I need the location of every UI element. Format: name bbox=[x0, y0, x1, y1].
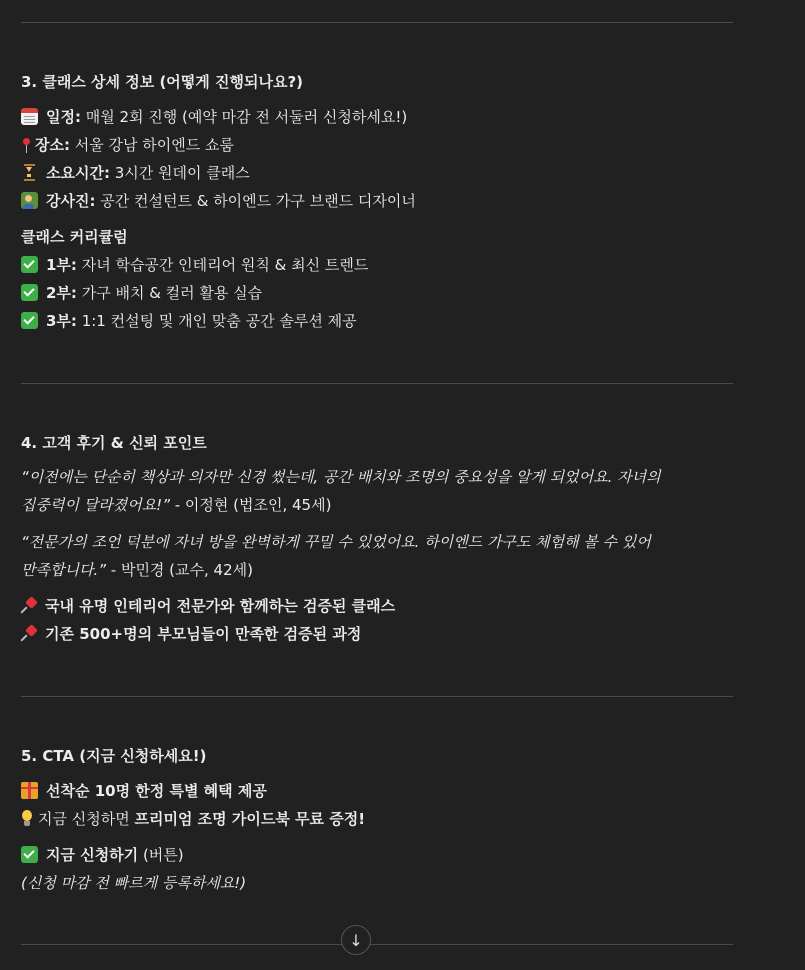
apply-line bbox=[21, 844, 184, 866]
gift-icon bbox=[21, 782, 38, 799]
review-quote-end bbox=[21, 494, 331, 516]
benefit-line bbox=[21, 780, 267, 802]
trust-point bbox=[21, 595, 395, 617]
apply-suffix: (버튼) bbox=[138, 846, 184, 864]
review-author: - 박민경 (교수, 42세) bbox=[106, 561, 253, 579]
trust-point-text: 기존 500+명의 부모님들이 만족한 검증된 과정 bbox=[45, 625, 362, 643]
curriculum-item bbox=[21, 310, 357, 332]
divider bbox=[21, 944, 733, 945]
section-heading: 3. 클래스 상세 정보 (어떻게 진행되나요?) bbox=[21, 73, 304, 91]
curriculum-label: 1부: bbox=[46, 256, 77, 274]
instructor-label: 강사진: bbox=[46, 192, 96, 210]
location-text: 서울 강남 하이엔드 쇼룸 bbox=[69, 136, 234, 154]
divider bbox=[21, 696, 733, 697]
round-pushpin-icon bbox=[21, 136, 31, 153]
pushpin-icon bbox=[21, 625, 37, 642]
instructor-line bbox=[21, 190, 416, 212]
location-line bbox=[21, 134, 234, 156]
curriculum-label: 3부: bbox=[46, 312, 77, 330]
review-quote: “이전에는 단순히 책상과 의자만 신경 썼는데, 공간 배치와 조명의 중요성을 알게 되었어요. 자녀의 bbox=[21, 468, 661, 486]
arrow-down-icon: ↓ bbox=[349, 930, 363, 950]
schedule-text: 매월 2회 진행 (예약 마감 전 서둘러 신청하세요!) bbox=[80, 108, 408, 126]
review-quote-text: 집중력이 달라졌어요!” bbox=[21, 496, 170, 514]
duration-label: 소요시간: bbox=[46, 164, 110, 182]
section-heading: 5. CTA (지금 신청하세요!) bbox=[21, 747, 207, 765]
schedule-line bbox=[21, 106, 407, 128]
trust-point-text: 국내 유명 인테리어 전문가와 함께하는 검증된 클래스 bbox=[45, 597, 396, 615]
benefit-text: 선착순 10명 한정 특별 혜택 제공 bbox=[46, 782, 267, 800]
instructor-text: 공간 컨설턴트 & 하이엔드 가구 브랜드 디자이너 bbox=[95, 192, 416, 210]
hourglass-icon bbox=[21, 164, 38, 181]
review-quote-end bbox=[21, 559, 253, 581]
apply-label: 지금 신청하기 bbox=[46, 846, 139, 864]
guide-prefix: 지금 신청하면 bbox=[38, 810, 135, 828]
scroll-down-button[interactable] bbox=[341, 925, 371, 955]
guide-bold: 프리미엄 조명 가이드북 무료 증정! bbox=[134, 810, 366, 828]
review-quote-text: 만족합니다.” bbox=[21, 561, 106, 579]
light-bulb-icon bbox=[21, 810, 33, 827]
duration-text: 3시간 원데이 클래스 bbox=[109, 164, 250, 182]
deadline-note: (신청 마감 전 빠르게 등록하세요!) bbox=[21, 874, 247, 892]
teacher-icon bbox=[21, 192, 38, 209]
curriculum-text: 가구 배치 & 컬러 활용 실습 bbox=[76, 284, 263, 302]
calendar-icon bbox=[21, 108, 38, 125]
schedule-label: 일정: bbox=[46, 108, 81, 126]
divider bbox=[21, 22, 733, 23]
curriculum-item bbox=[21, 282, 262, 304]
section-heading: 4. 고객 후기 & 신뢰 포인트 bbox=[21, 434, 207, 452]
trust-point bbox=[21, 623, 361, 645]
check-mark-icon bbox=[21, 256, 38, 273]
curriculum-text: 자녀 학습공간 인테리어 원칙 & 최신 트렌드 bbox=[76, 256, 369, 274]
curriculum-title: 클래스 커리큘럼 bbox=[21, 228, 128, 246]
location-label: 장소: bbox=[35, 136, 70, 154]
check-mark-icon bbox=[21, 284, 38, 301]
review-quote: “전문가의 조언 덕분에 자녀 방을 완벽하게 꾸밀 수 있었어요. 하이엔드 가구도 체험해 볼 수 있어 bbox=[21, 533, 651, 551]
pushpin-icon bbox=[21, 597, 37, 614]
check-mark-icon bbox=[21, 846, 38, 863]
duration-line bbox=[21, 162, 250, 184]
curriculum-item bbox=[21, 254, 368, 276]
curriculum-label: 2부: bbox=[46, 284, 77, 302]
check-mark-icon bbox=[21, 312, 38, 329]
curriculum-text: 1:1 컨설팅 및 개인 맞춤 공간 솔루션 제공 bbox=[76, 312, 357, 330]
guide-line bbox=[21, 808, 365, 830]
review-author: - 이정현 (법조인, 45세) bbox=[169, 496, 332, 514]
divider bbox=[21, 383, 733, 384]
